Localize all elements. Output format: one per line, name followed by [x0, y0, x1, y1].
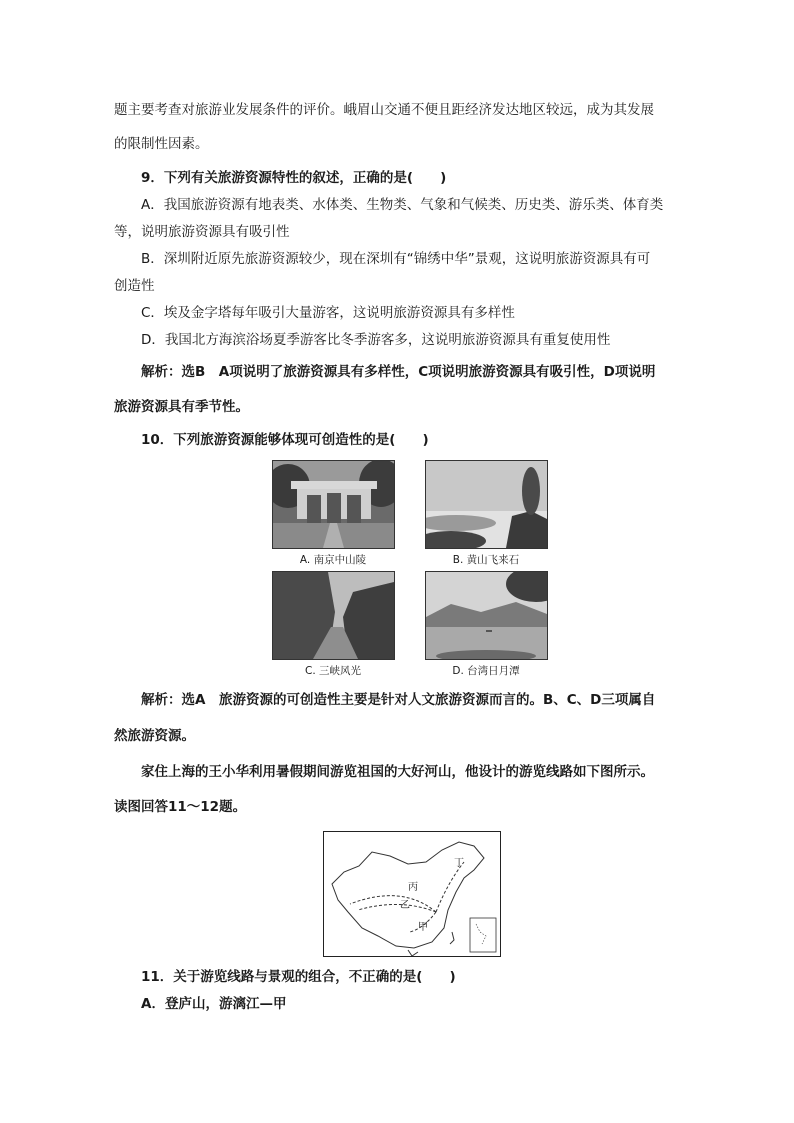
route-label-jia: 甲: [418, 922, 428, 933]
option-a-line2: 等，说明旅游资源具有吸引性: [114, 224, 290, 240]
answer-9-line2: 旅游资源具有季节性。: [114, 399, 249, 415]
photo-sun-moon-lake: [425, 571, 548, 660]
intro-line2: 读图回答11～12题。: [114, 799, 247, 815]
option-b-line1: B．深圳附近原先旅游资源较少，现在深圳有“锦绣中华”景观，这说明旅游资源具有可: [141, 251, 651, 267]
option-11a: A．登庐山，游漓江—甲: [141, 996, 287, 1012]
answer-10-line1: 解析：选A 旅游资源的可创造性主要是针对人文旅游资源而言的。B、C、D三项属自: [141, 692, 656, 708]
answer-9-line1: 解析：选B A项说明了旅游资源具有多样性，C项说明旅游资源具有吸引性，D项说明: [141, 364, 656, 380]
question-9: 9．下列有关旅游资源特性的叙述，正确的是( ): [141, 170, 447, 186]
photo-caption-b: B. 黄山飞来石: [452, 554, 520, 566]
photo-caption-a: A. 南京中山陵: [299, 554, 367, 566]
photo-three-gorges: [272, 571, 395, 660]
option-c: C．埃及金字塔每年吸引大量游客，这说明旅游资源具有多样性: [141, 305, 515, 321]
option-b-line2: 创造性: [114, 278, 155, 294]
question-10: 10．下列旅游资源能够体现可创造性的是( ): [141, 432, 429, 448]
answer-10-line2: 然旅游资源。: [114, 728, 195, 744]
question-11: 11．关于游览线路与景观的组合，不正确的是( ): [141, 969, 456, 985]
china-route-map: [323, 831, 501, 957]
route-label-yi: 乙: [400, 900, 410, 911]
intro-line1: 家住上海的王小华利用暑假期间游览祖国的大好河山，他设计的游览线路如下图所示。: [141, 764, 654, 780]
photo-nanjing: [272, 460, 395, 549]
text-line: 题主要考查对旅游业发展条件的评价。峨眉山交通不便且距经济发达地区较远，成为其发展: [114, 102, 654, 118]
photo-caption-d: D. 台湾日月潭: [452, 665, 520, 677]
route-label-ding: 丁: [454, 858, 464, 869]
text-line: 的限制性因素。: [114, 136, 209, 152]
photo-huangshan: [425, 460, 548, 549]
photo-caption-c: C. 三峡风光: [304, 665, 361, 677]
route-label-bing: 丙: [408, 882, 418, 893]
option-d: D．我国北方海滨浴场夏季游客比冬季游客多，这说明旅游资源具有重复使用性: [141, 332, 611, 348]
option-a-line1: A．我国旅游资源有地表类、水体类、生物类、气象和气候类、历史类、游乐类、体育类: [141, 197, 664, 213]
